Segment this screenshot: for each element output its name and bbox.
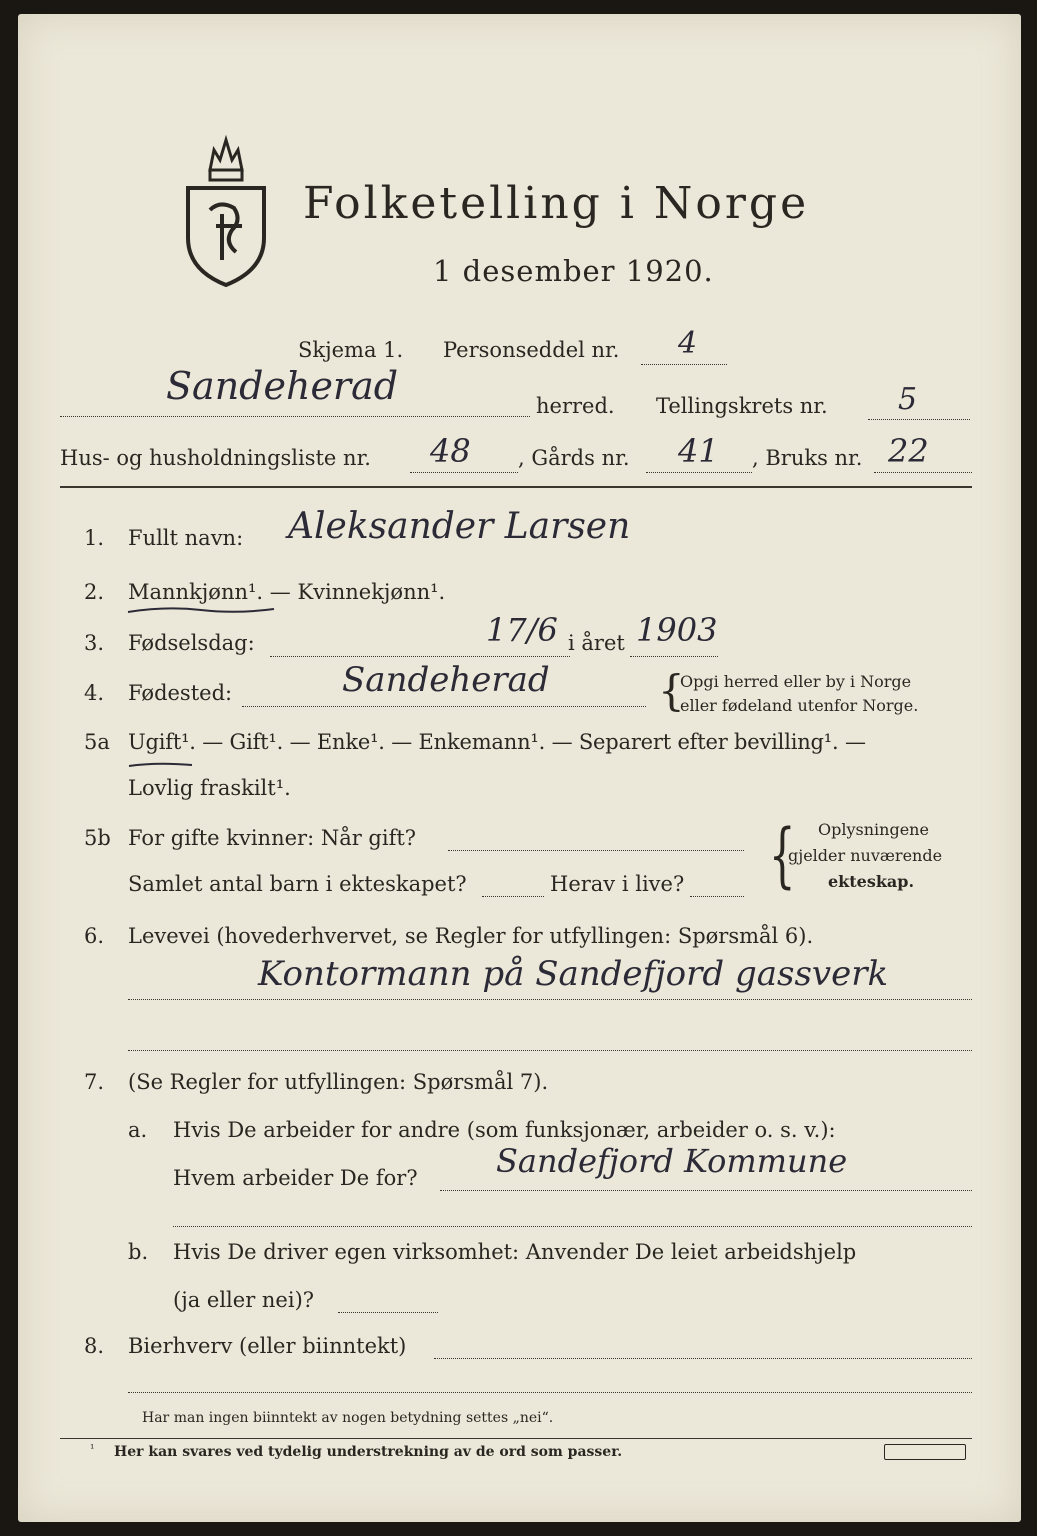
q7-label: (Se Regler for utfyllingen: Spørsmål 7). [128,1070,549,1094]
q3-label: Fødselsdag: [128,631,255,655]
gards-value: 41 [678,432,719,470]
skjema-label: Skjema 1. [298,338,404,362]
q8-number: 8. [84,1334,105,1358]
q1-number: 1. [84,526,105,550]
census-form: Folketelling i Norge 1 desember 1920. Skjema 1. Personseddel nr. 4 Sandeherad herred. Tellingskrets nr. 5 Hus- og husholdningsliste nr. 48 , Gårds nr. 41 , Bruks nr. 22 1. Fullt navn: Aleksander Larsen 2. Mannkjønn¹. — Kvinnekjønn¹. 3. Fødselsdag: 17/6 i året 1903 4. Fødested: Sandeherad { Opgi herred eller by i Norge eller fødeland utenfor Norge. 5a Ugift¹. — Gift¹. — Enke¹. — Enkemann¹. — Separert efter bevilling¹. — Lovlig fraskilt¹. 5b For gifte kvinner: Når gift? Samlet antal barn i ekteskapet? Herav i live? { Oplysningene gjelder nuværende ekteskap. 6. Levevei (hovederhvervet, se Regler for utfyllingen: Spørsmål 6). Kontormann på Sandefjord gassverk 7. (Se Regler for utfyllingen: Spørsmål 7). a. Hvis De arbeider for andre (som funksjonær, arbeider o. s. v.): Hvem arbeider De for? Sandefjord Kommune b. Hvis De driver egen virksomhet: Anvender De leiet arbeidshjelp (ja eller nei)? 8. Bierhverv (eller biinntekt) Har man ingen biinntekt av nogen betydning settes „nei“. ¹ Her kan svares ved tydelig understrekning av de ord som passer. [18,14,1021,1522]
birthplace-note-line2: eller fødeland utenfor Norge. [680,696,919,715]
no-income-note: Har man ingen biinntekt av nogen betydning settes „nei“. [142,1410,554,1426]
married-when-label: For gifte kvinner: Når gift? [128,826,417,850]
q7b-line1: Hvis De driver egen virksomhet: Anvender De leiet arbeidshjelp [173,1240,857,1264]
tellingskrets-value: 5 [898,382,918,417]
footnote-text: Her kan svares ved tydelig understrekning av de ord som passer. [114,1444,623,1460]
q7b-letter: b. [128,1240,149,1264]
personseddel-value: 4 [678,326,698,361]
tellingskrets-label: Tellingskrets nr. [656,394,828,418]
employer-label: Hvem arbeider De for? [173,1166,418,1190]
hus-value: 48 [430,432,471,470]
gards-label: , Gårds nr. [518,446,630,470]
q4-label: Fødested: [128,681,233,705]
hired-help-label: (ja eller nei)? [173,1288,315,1312]
marriage-note-line1: Oplysningene [818,820,929,839]
census-date: 1 desember 1920. [433,254,714,288]
bruks-label: , Bruks nr. [752,446,863,470]
marriage-note-line2: gjelder nuværende [788,846,943,865]
q6-number: 6. [84,924,105,948]
year-label: i året [568,631,625,655]
q1-label: Fullt navn: [128,526,244,550]
form-title: Folketelling i Norge [303,178,810,229]
q5a-number: 5a [84,730,110,754]
children-count-label: Samlet antal barn i ekteskapet? [128,872,467,896]
gender-options: Mannkjønn¹. — Kvinnekjønn¹. [128,580,446,604]
marital-status-options: Ugift¹. — Gift¹. — Enke¹. — Enkemann¹. — Separert efter bevilling¹. — [128,730,866,754]
q7-number: 7. [84,1070,105,1094]
printer-stamp-icon [884,1444,966,1460]
q2-number: 2. [84,580,105,604]
header-divider [60,486,972,488]
marital-status-options-line2: Lovlig fraskilt¹. [128,776,291,800]
ugift-underline [126,762,196,774]
personseddel-label: Personseddel nr. [443,338,620,362]
hus-label: Hus- og husholdningsliste nr. [60,446,371,470]
q7a-line1: Hvis De arbeider for andre (som funksjonær, arbeider o. s. v.): [173,1118,836,1142]
q3-number: 3. [84,631,105,655]
children-alive-label: Herav i live? [550,872,685,896]
mannkjonn-underline [126,604,276,616]
q7a-letter: a. [128,1118,148,1142]
birth-year-value: 1903 [636,611,718,649]
employer-value: Sandefjord Kommune [496,1142,848,1180]
footnote-mark: ¹ [90,1442,95,1455]
side-income-label: Bierhverv (eller biinntekt) [128,1334,407,1358]
q4-number: 4. [84,681,105,705]
herred-value: Sandeherad [166,364,399,408]
birthplace-note-line1: Opgi herred eller by i Norge [680,672,912,691]
occupation-label: Levevei (hovederhvervet, se Regler for utfyllingen: Spørsmål 6). [128,924,814,948]
q5b-number: 5b [84,826,111,850]
marriage-note-line3: ekteskap. [828,872,915,891]
birth-date-value: 17/6 [486,611,558,649]
bruks-value: 22 [888,432,929,470]
footer-divider [60,1438,972,1439]
herred-label: herred. [536,394,615,418]
coat-of-arms-icon [180,130,272,290]
full-name-value: Aleksander Larsen [288,506,631,547]
occupation-value: Kontormann på Sandefjord gassverk [258,954,889,994]
birthplace-value: Sandeherad [342,660,550,700]
